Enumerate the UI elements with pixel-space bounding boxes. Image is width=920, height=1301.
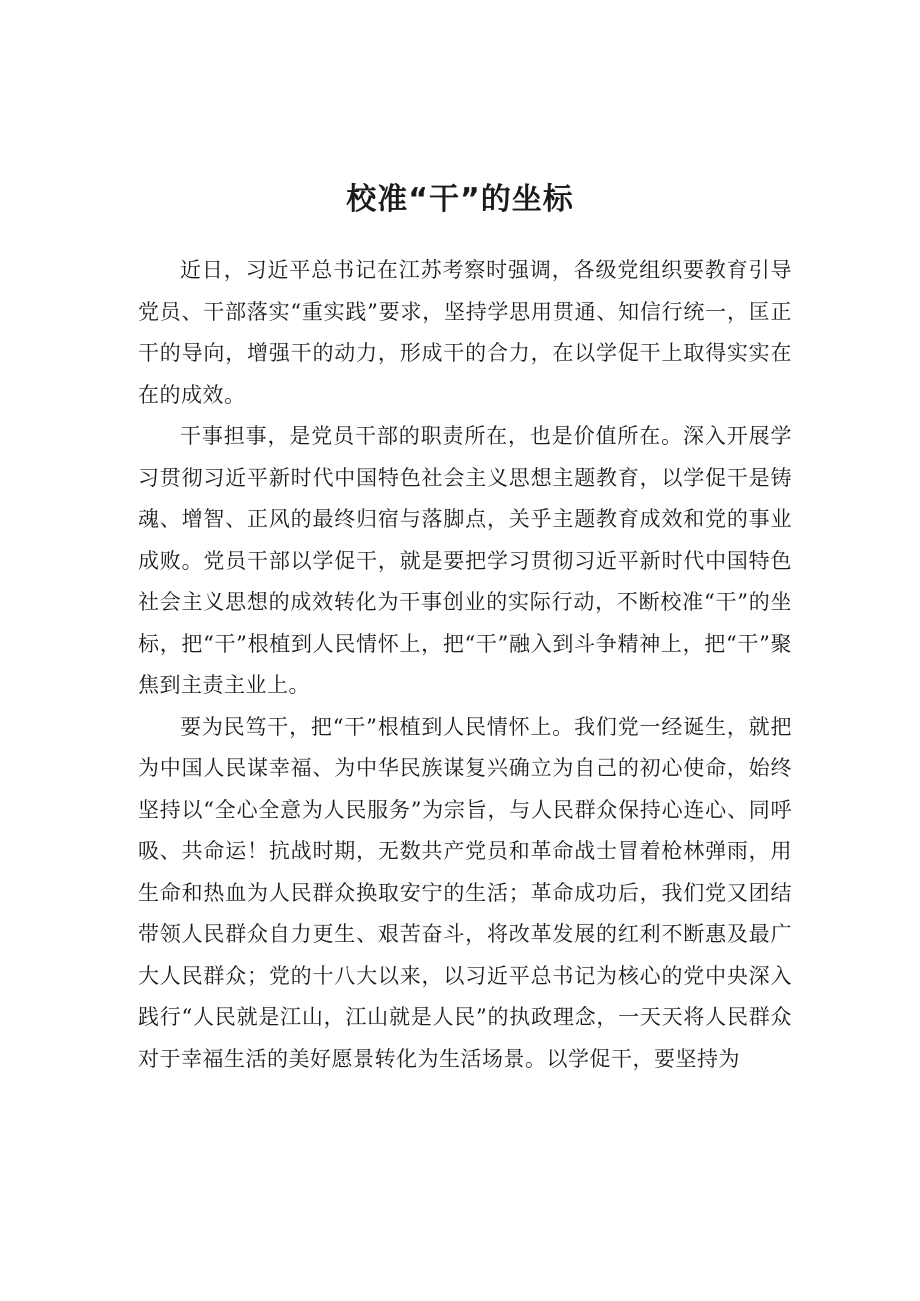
document-title: 校准“干”的坐标 [346,182,574,218]
paragraph-3: 要为民笃干，把“干”根植到人民情怀上。我们党一经诞生，就把为中国人民谋幸福、为中华民族谋复兴确立为自己的初心使命，始终坚持以“全心全意为人民服务”为宗旨，与人民群众保持心连心、同呼吸、共命运！抗战时期，无数共产党员和革命战士冒着枪林弹雨，用生命和热血为人民群众换取安宁的生活；革命成功后，我们党又团结带领人民群众自力更生、艰苦奋斗，将改革发展的红利不断惠及最广大人民群众；党的十八大以来，以习近平总书记为核心的党中央深入践行“人民就是江山，江山就是人民”的执政理念，一天天将人民群众对于幸福生活的美好愿景转化为生活场景。以学促干，要坚持为 [138,714,792,1071]
document-body [138,250,792,1080]
paragraph-2: 干事担事，是党员干部的职责所在，也是价值所在。深入开展学习贯彻习近平新时代中国特色社会主义思想主题教育，以学促干是铸魂、增智、正风的最终归宿与落脚点，关乎主题教育成效和党的事业成败。党员干部以学促干，就是要把学习贯彻习近平新时代中国特色社会主义思想的成效转化为干事创业的实际行动，不断校准“干”的坐标，把“干”根植到人民情怀上，把“干”融入到斗争精神上，把“干”聚焦到主责主业上。 [138,424,792,697]
paragraph-1: 近日，习近平总书记在江苏考察时强调，各级党组织要教育引导党员、干部落实“重实践”要求，坚持学思用贯通、知信行统一，匡正干的导向，增强干的动力，形成干的合力，在以学促干上取得实实在在的成效。 [138,258,792,407]
